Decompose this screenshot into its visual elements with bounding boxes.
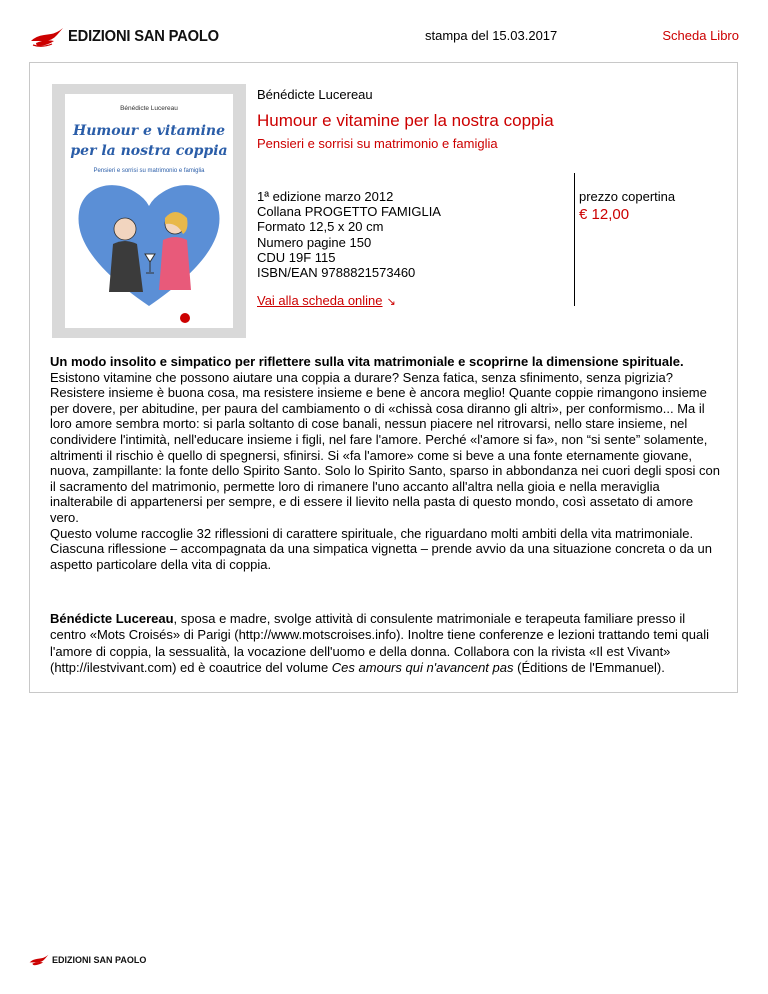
scheda-online-label: Vai alla scheda online <box>257 293 383 308</box>
san-paolo-logo-icon <box>29 953 49 967</box>
book-subtitle: Pensieri e sorrisi su matrimonio e famiglia <box>257 136 498 151</box>
book-title: Humour e vitamine per la nostra coppia <box>257 111 554 130</box>
print-date: stampa del 15.03.2017 <box>425 28 558 43</box>
publisher-logo <box>30 26 227 48</box>
description-body-2: Questo volume raccoglie 32 riflessioni di carattere spirituale, che riguardano molti ambiti della vita matrimoniale. Ciascuna riflessione – accompagnata da una simpatica vignetta – prende avvio da una situazione concreta o da un aspetto particolare della vita di coppia. <box>50 525 712 572</box>
logo-text: EDIZIONI SAN PAOLO <box>68 28 219 45</box>
cover-illustration <box>65 94 233 328</box>
price-box <box>579 189 675 223</box>
arrow-down-right-icon: ↘ <box>386 296 396 308</box>
book-card <box>29 62 738 693</box>
scheda-online-link[interactable] <box>257 293 396 308</box>
book-cover-image <box>65 94 233 328</box>
bio-text-2: (Éditions de l'Emmanuel). <box>513 660 665 676</box>
footer-logo <box>29 953 146 967</box>
detail-edition: 1ª edizione marzo 2012 <box>257 189 394 204</box>
author-bio <box>50 611 724 677</box>
cover-title-line1: Humour e vitamine <box>73 123 225 139</box>
footer-logo-text: EDIZIONI SAN PAOLO <box>52 955 147 965</box>
detail-formato: Formato 12,5 x 20 cm <box>257 219 384 235</box>
page-header <box>0 0 768 60</box>
book-info <box>257 87 727 308</box>
book-author: Bénédicte Lucereau <box>257 87 373 102</box>
detail-collana: Collana PROGETTO FAMIGLIA <box>257 204 441 220</box>
san-paolo-logo-icon <box>30 26 64 48</box>
book-details <box>257 189 441 280</box>
detail-isbn: ISBN/EAN 9788821573460 <box>257 265 416 281</box>
bio-book-title: Ces amours qui n'avancent pas <box>331 660 514 676</box>
divider <box>574 173 575 306</box>
book-cover[interactable] <box>52 84 246 338</box>
cover-title-line2: per la nostra coppia <box>70 143 228 159</box>
description-lead: Un modo insolito e simpatico per riflettere sulla vita matrimoniale e scoprirne la dimensione spirituale. <box>50 354 684 369</box>
detail-pages: Numero pagine 150 <box>257 234 372 250</box>
description-body-1: Esistono vitamine che possono aiutare una coppia a durare? Senza fatica, senza sfinimento, senza pigrizia? Resistere insieme è buona cosa, ma resistere insieme e bene è ancora meglio! Quante coppie rimangono insieme per dovere, per abitudine, per paura del cambiamento o di «chissà cosa diranno gli altri», per conformismo... Ma il loro amore sembra morto: si parla soltanto di cose banali, nessun piacere nel ritrovarsi, nello stare insieme, nel condividere l'intimità, nell'educare insieme i figli, nel fare l'amore. Perché «l'amore si fa», non “si sente” solamente, altrimenti il rischio è quello di spegnersi, sfinirsi. Si «fa l'amore» come si beve a una fonte eternamente giovane, nuova, zampillante: la fonte dello Spirito Santo. Solo lo Spirito Santo, sparso in abbondanza nei cuori degli sposi con il sacramento del matrimonio, permette loro di rimanere l'uno accanto all'altra nella gioia e nella meraviglia inalterabile di appartenersi per sempre, e di essere il lievito nella pasta di questo mondo, così assetato di amore vero. <box>50 369 720 525</box>
book-description <box>50 354 724 572</box>
book-price: € 12,00 <box>579 206 630 223</box>
cover-author: Bénédicte Lucereau <box>120 105 178 112</box>
price-label: prezzo copertina <box>579 189 676 204</box>
bio-author-name: Bénédicte Lucereau <box>50 611 174 626</box>
cover-subtitle: Pensieri e sorrisi su matrimonio e famiglia <box>93 168 205 174</box>
scheda-libro-link[interactable]: Scheda Libro <box>662 28 739 43</box>
bio-text-1: , sposa e madre, svolge attività di consulente matrimoniale e terapeuta familiare presso il centro «Mots Croisés» di Parigi (http://www.motscroises.info). Inoltre tiene conferenze e lezioni trattando temi quali l'amore di coppia, la sessualità, la vocazione dell'uomo e della donna. Collabora con la rivista «Il est Vivant» (http://ilestvivant.com) ed è coautrice del volume <box>50 611 709 676</box>
detail-cdu: CDU 19F 115 <box>257 249 336 265</box>
